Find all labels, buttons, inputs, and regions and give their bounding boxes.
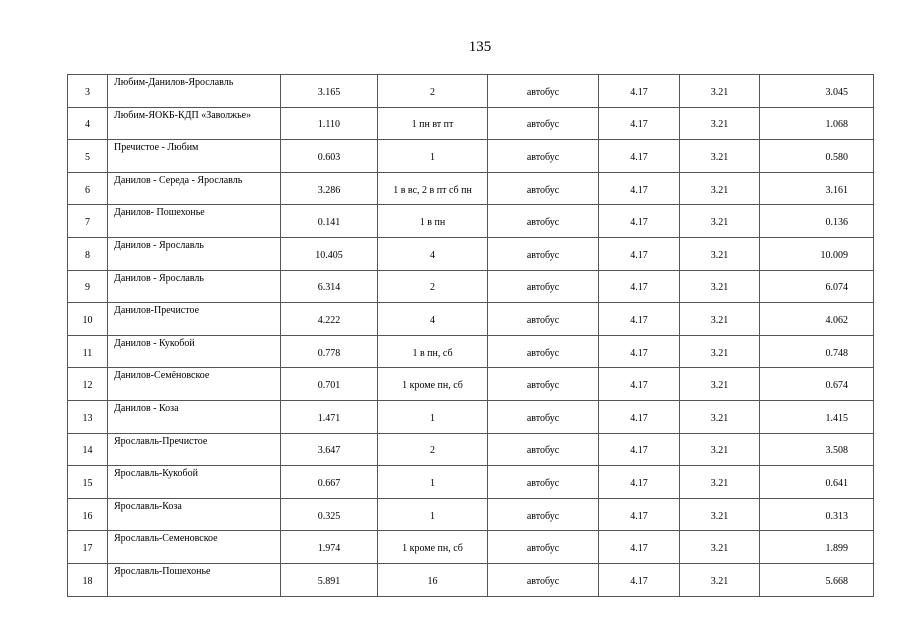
cell-frequency: 4 <box>378 303 488 336</box>
cell-value-4: 4.062 <box>760 303 874 336</box>
cell-value-2: 4.17 <box>599 270 680 303</box>
cell-frequency: 2 <box>378 75 488 108</box>
cell-number: 13 <box>68 400 108 433</box>
cell-value-2: 4.17 <box>599 433 680 466</box>
cell-value-2: 4.17 <box>599 400 680 433</box>
cell-value-4: 1.415 <box>760 400 874 433</box>
cell-route: Ярославль-Кукобой <box>108 466 281 499</box>
table-row <box>68 368 874 401</box>
cell-value-3: 3.21 <box>680 205 760 238</box>
cell-value-1: 3.165 <box>281 75 378 108</box>
cell-frequency: 1 в вс, 2 в пт сб пн <box>378 172 488 205</box>
cell-frequency: 2 <box>378 433 488 466</box>
cell-value-2: 4.17 <box>599 466 680 499</box>
cell-value-4: 0.748 <box>760 335 874 368</box>
table-row <box>68 107 874 140</box>
cell-value-4: 1.899 <box>760 531 874 564</box>
table-row <box>68 75 874 108</box>
table-row <box>68 400 874 433</box>
cell-route: Ярославль-Пошехонье <box>108 563 281 596</box>
cell-transport: автобус <box>488 368 599 401</box>
cell-route: Ярославль-Пречистое <box>108 433 281 466</box>
cell-route: Любим-Данилов-Ярославль <box>108 75 281 108</box>
cell-value-3: 3.21 <box>680 75 760 108</box>
cell-value-4: 10.009 <box>760 237 874 270</box>
cell-value-2: 4.17 <box>599 531 680 564</box>
cell-frequency: 1 кроме пн, сб <box>378 368 488 401</box>
cell-frequency: 2 <box>378 270 488 303</box>
cell-number: 16 <box>68 498 108 531</box>
cell-value-1: 0.325 <box>281 498 378 531</box>
table-row <box>68 172 874 205</box>
cell-frequency: 1 <box>378 498 488 531</box>
table-row <box>68 563 874 596</box>
cell-value-1: 1.110 <box>281 107 378 140</box>
cell-transport: автобус <box>488 205 599 238</box>
cell-frequency: 4 <box>378 237 488 270</box>
cell-value-4: 3.045 <box>760 75 874 108</box>
cell-transport: автобус <box>488 172 599 205</box>
cell-value-1: 1.974 <box>281 531 378 564</box>
cell-frequency: 1 <box>378 466 488 499</box>
cell-number: 15 <box>68 466 108 499</box>
table-row <box>68 140 874 173</box>
routes-table <box>67 74 874 597</box>
table-row <box>68 205 874 238</box>
cell-number: 6 <box>68 172 108 205</box>
table-row <box>68 498 874 531</box>
cell-number: 5 <box>68 140 108 173</box>
cell-value-2: 4.17 <box>599 140 680 173</box>
cell-route: Любим-ЯОКБ-КДП «Заволжье» <box>108 107 281 140</box>
cell-number: 8 <box>68 237 108 270</box>
cell-number: 12 <box>68 368 108 401</box>
cell-frequency: 16 <box>378 563 488 596</box>
cell-number: 10 <box>68 303 108 336</box>
cell-route: Данилов- Пошехонье <box>108 205 281 238</box>
cell-value-4: 6.074 <box>760 270 874 303</box>
cell-value-2: 4.17 <box>599 107 680 140</box>
routes-table-body <box>68 75 874 597</box>
cell-value-1: 0.603 <box>281 140 378 173</box>
cell-route: Данилов - Кукобой <box>108 335 281 368</box>
cell-value-1: 3.286 <box>281 172 378 205</box>
cell-value-3: 3.21 <box>680 237 760 270</box>
cell-frequency: 1 <box>378 400 488 433</box>
cell-number: 17 <box>68 531 108 564</box>
cell-transport: автобус <box>488 531 599 564</box>
cell-transport: автобус <box>488 400 599 433</box>
cell-value-1: 0.141 <box>281 205 378 238</box>
cell-route: Данилов-Семёновское <box>108 368 281 401</box>
cell-value-1: 1.471 <box>281 400 378 433</box>
cell-frequency: 1 в пн, сб <box>378 335 488 368</box>
cell-value-2: 4.17 <box>599 335 680 368</box>
cell-value-2: 4.17 <box>599 172 680 205</box>
cell-number: 14 <box>68 433 108 466</box>
table-row <box>68 237 874 270</box>
cell-route: Данилов - Ярославль <box>108 270 281 303</box>
cell-number: 18 <box>68 563 108 596</box>
cell-transport: автобус <box>488 237 599 270</box>
cell-value-4: 0.136 <box>760 205 874 238</box>
cell-value-3: 3.21 <box>680 335 760 368</box>
cell-value-4: 3.161 <box>760 172 874 205</box>
cell-number: 11 <box>68 335 108 368</box>
cell-route: Пречистое - Любим <box>108 140 281 173</box>
cell-transport: автобус <box>488 498 599 531</box>
cell-value-1: 0.778 <box>281 335 378 368</box>
cell-route: Данилов - Ярославль <box>108 237 281 270</box>
cell-transport: автобус <box>488 75 599 108</box>
table-row <box>68 531 874 564</box>
cell-route: Данилов - Середа - Ярославль <box>108 172 281 205</box>
cell-value-2: 4.17 <box>599 563 680 596</box>
cell-number: 9 <box>68 270 108 303</box>
cell-route: Данилов - Коза <box>108 400 281 433</box>
cell-value-4: 0.641 <box>760 466 874 499</box>
cell-value-4: 0.674 <box>760 368 874 401</box>
cell-transport: автобус <box>488 303 599 336</box>
cell-route: Данилов-Пречистое <box>108 303 281 336</box>
cell-route: Ярославль-Семеновское <box>108 531 281 564</box>
cell-value-2: 4.17 <box>599 498 680 531</box>
page-number: 135 <box>468 39 492 55</box>
table-row <box>68 466 874 499</box>
cell-number: 7 <box>68 205 108 238</box>
cell-number: 3 <box>68 75 108 108</box>
cell-transport: автобус <box>488 140 599 173</box>
cell-value-4: 3.508 <box>760 433 874 466</box>
table-row <box>68 433 874 466</box>
table-row <box>68 270 874 303</box>
cell-transport: автобус <box>488 466 599 499</box>
cell-value-3: 3.21 <box>680 107 760 140</box>
cell-value-3: 3.21 <box>680 303 760 336</box>
cell-value-4: 1.068 <box>760 107 874 140</box>
cell-value-1: 0.667 <box>281 466 378 499</box>
cell-value-3: 3.21 <box>680 400 760 433</box>
cell-transport: автобус <box>488 270 599 303</box>
cell-value-1: 4.222 <box>281 303 378 336</box>
cell-value-3: 3.21 <box>680 270 760 303</box>
cell-frequency: 1 кроме пн, сб <box>378 531 488 564</box>
cell-number: 4 <box>68 107 108 140</box>
cell-value-3: 3.21 <box>680 498 760 531</box>
cell-transport: автобус <box>488 335 599 368</box>
table-row <box>68 335 874 368</box>
cell-value-3: 3.21 <box>680 531 760 564</box>
cell-transport: автобус <box>488 107 599 140</box>
cell-value-3: 3.21 <box>680 433 760 466</box>
cell-value-2: 4.17 <box>599 303 680 336</box>
cell-frequency: 1 пн вт пт <box>378 107 488 140</box>
cell-value-3: 3.21 <box>680 466 760 499</box>
cell-value-2: 4.17 <box>599 75 680 108</box>
cell-value-2: 4.17 <box>599 205 680 238</box>
table-row <box>68 303 874 336</box>
cell-value-1: 3.647 <box>281 433 378 466</box>
cell-value-1: 5.891 <box>281 563 378 596</box>
cell-value-1: 0.701 <box>281 368 378 401</box>
cell-transport: автобус <box>488 433 599 466</box>
cell-value-3: 3.21 <box>680 368 760 401</box>
cell-value-1: 6.314 <box>281 270 378 303</box>
cell-value-3: 3.21 <box>680 140 760 173</box>
cell-value-2: 4.17 <box>599 368 680 401</box>
cell-value-1: 10.405 <box>281 237 378 270</box>
cell-value-2: 4.17 <box>599 237 680 270</box>
cell-value-4: 5.668 <box>760 563 874 596</box>
cell-value-3: 3.21 <box>680 172 760 205</box>
cell-value-4: 0.580 <box>760 140 874 173</box>
cell-value-4: 0.313 <box>760 498 874 531</box>
cell-value-3: 3.21 <box>680 563 760 596</box>
cell-route: Ярославль-Коза <box>108 498 281 531</box>
cell-frequency: 1 <box>378 140 488 173</box>
cell-transport: автобус <box>488 563 599 596</box>
cell-frequency: 1 в пн <box>378 205 488 238</box>
